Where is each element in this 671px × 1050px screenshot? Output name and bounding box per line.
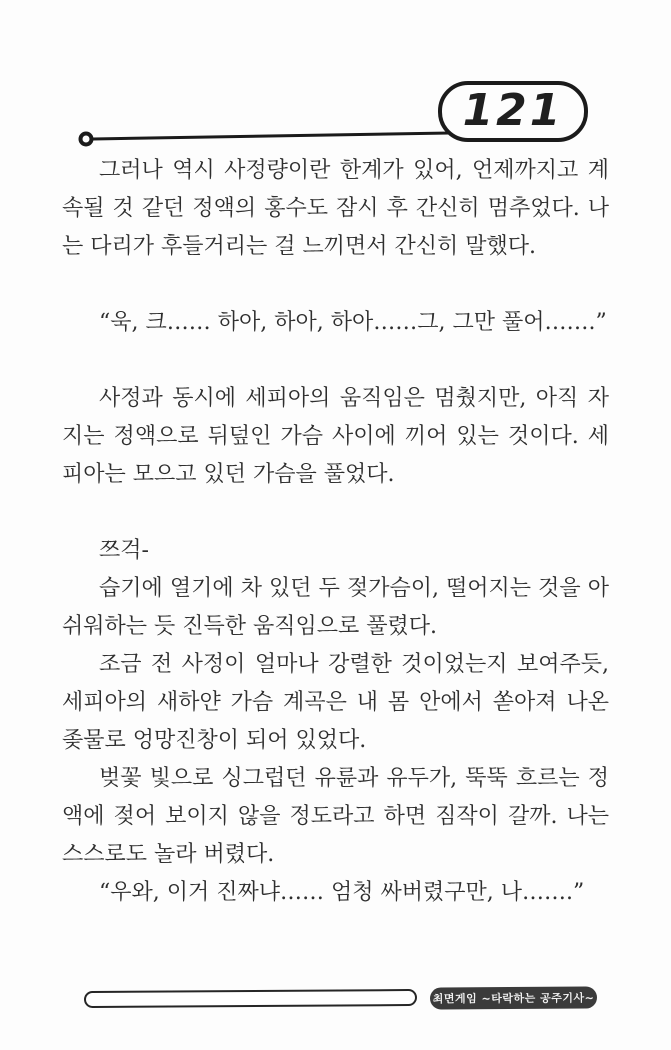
body-paragraph: 쯔걱- <box>99 538 149 563</box>
body-paragraph: 그러나 역시 사정량이란 한계가 있어, 언제까지고 계속될 것 같던 정액의 홍수도 잠시 후 간신히 멈추었다. 나는 다리가 후들거리는 걸 느끼면서 간신히 말했다. <box>62 158 609 259</box>
body-paragraph: 벚꽃 빛으로 싱그럽던 유륜과 유두가, 뚝뚝 흐르는 정액에 젖어 보이지 않을 정도라고 하면 짐작이 갈까. 나는 스스로도 놀라 버렸다. <box>62 766 609 867</box>
dialogue-paragraph: “욱, 크…… 하아, 하아, 하아……그, 그만 풀어…….” <box>99 310 607 335</box>
body-paragraph: 사정과 동시에 세피아의 움직임은 멈췄지만, 아직 자지는 정액으로 뒤덮인 가슴 사이에 끼어 있는 것이다. 세피아는 모으고 있던 가슴을 풀었다. <box>62 386 609 487</box>
page-number: 121 <box>462 85 564 136</box>
body-paragraph: 조금 전 사정이 얼마나 강렬한 것이었는지 보여주듯, 세피아의 새하얀 가슴 계곡은 내 몸 안에서 쏟아져 나온 좆물로 엉망진창이 되어 있었다. <box>62 652 609 753</box>
footer-title-badge <box>430 986 597 1009</box>
paragraph-spacer <box>62 342 609 380</box>
body-paragraph: 습기에 열기에 차 있던 두 젖가슴이, 떨어지는 것을 아쉬워하는 듯 진득한 움직임으로 풀렸다. <box>62 576 609 639</box>
dialogue-paragraph: “우와, 이거 진짜냐…… 엄청 싸버렸구만, 나…….” <box>99 880 585 905</box>
series-title: 최면게임 ~타락하는 공주기사~ <box>432 991 595 1006</box>
page-number-badge <box>438 81 588 142</box>
text-block <box>62 152 609 912</box>
paragraph-spacer <box>62 266 609 304</box>
paragraph-spacer <box>62 494 609 532</box>
footer-bar <box>84 989 417 1008</box>
header-rule-ring-icon <box>81 134 92 145</box>
header-rule-line <box>93 133 450 139</box>
